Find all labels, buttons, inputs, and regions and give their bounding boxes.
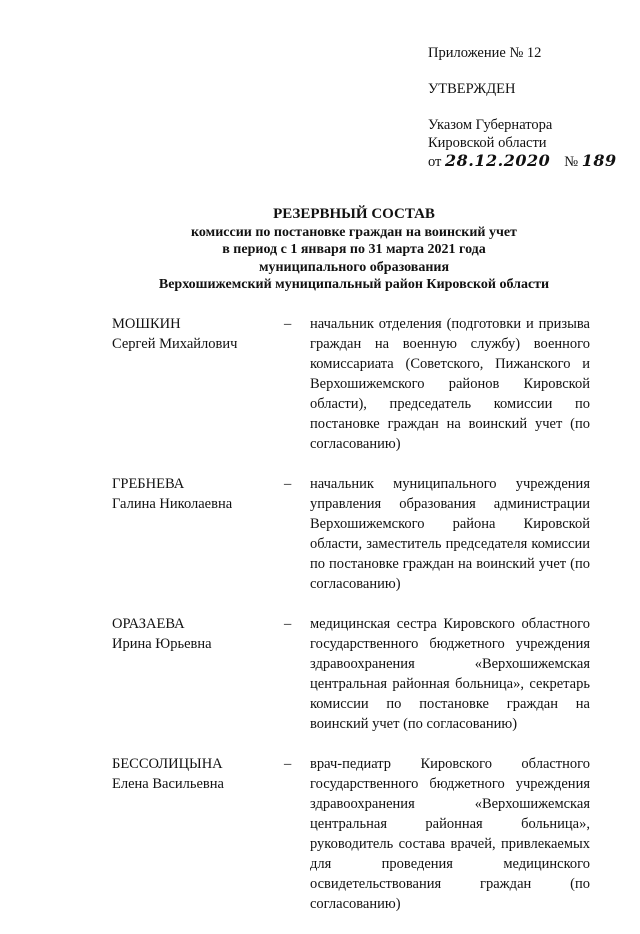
member-name	[112, 614, 284, 734]
document-title: РЕЗЕРВНЫЙ СОСТАВ	[273, 206, 435, 222]
member-entry	[112, 474, 590, 594]
member-surname: МОШКИН	[112, 316, 181, 332]
member-surname: ОРАЗАЕВА	[112, 616, 185, 632]
members-list	[112, 314, 590, 934]
member-dash: –	[284, 616, 292, 632]
approved-stamp-text: УТВЕРЖДЕН	[428, 81, 516, 97]
member-role: начальник муниципального учреждения управления образования администрации Верхошижемского района Кировской области, заместитель председателя комиссии по постановке граждан на воинский учет (по согласованию)	[310, 476, 590, 592]
number-prefix: №	[564, 154, 579, 170]
title-line-3: муниципального образования	[258, 259, 450, 275]
decree-date-line	[428, 152, 628, 171]
decree-line-2: Кировской области	[428, 135, 547, 151]
handwritten-number: 189	[581, 151, 617, 170]
title-line-1: комиссии по постановке граждан на воинский учет	[191, 225, 517, 241]
member-role: медицинская сестра Кировского областного государственного бюджетного учреждения здравоохранения «Верхошижемская центральная районная больница», секретарь комиссии по постановке граждан на воинский учет (по согласованию)	[310, 616, 590, 732]
member-dash: –	[284, 476, 292, 492]
member-entry	[112, 614, 590, 734]
member-name	[112, 314, 284, 454]
member-role: врач-педиатр Кировского областного государственного бюджетного учреждения здравоохранения «Верхошижемская центральная районная больница», руководитель состава врачей, привлекаемых для проведения медицинского освидетельствования граждан (по согласованию)	[310, 756, 590, 912]
document-title-block	[90, 206, 618, 293]
member-entry	[112, 314, 590, 454]
member-given-name: Елена Васильевна	[112, 776, 224, 792]
member-entry	[112, 754, 590, 914]
decree-line-1: Указом Губернатора	[428, 117, 553, 133]
title-line-2: в период с 1 января по 31 марта 2021 года	[222, 242, 486, 258]
member-surname: ГРЕБНЕВА	[112, 476, 185, 492]
member-dash: –	[284, 316, 292, 332]
member-name	[112, 474, 284, 594]
member-given-name: Ирина Юрьевна	[112, 636, 212, 652]
member-dash: –	[284, 756, 292, 772]
date-prefix: от	[428, 154, 442, 170]
member-given-name: Галина Николаевна	[112, 496, 233, 512]
member-role: начальник отделения (подготовки и призыва граждан на военную службу) военного комиссариата (Советского, Пижанского и Верхошижемского районов Кировской области), председатель комиссии по постановке граждан на воинский учет (по согласованию)	[310, 316, 590, 452]
title-line-4: Верхошижемский муниципальный район Кировской области	[158, 276, 550, 292]
appendix-number: Приложение № 12	[428, 45, 542, 61]
member-surname: БЕССОЛИЦЫНА	[112, 756, 223, 772]
member-given-name: Сергей Михайлович	[112, 336, 238, 352]
handwritten-date: 28.12.2020	[445, 151, 551, 170]
member-name	[112, 754, 284, 914]
approval-block	[428, 44, 628, 171]
